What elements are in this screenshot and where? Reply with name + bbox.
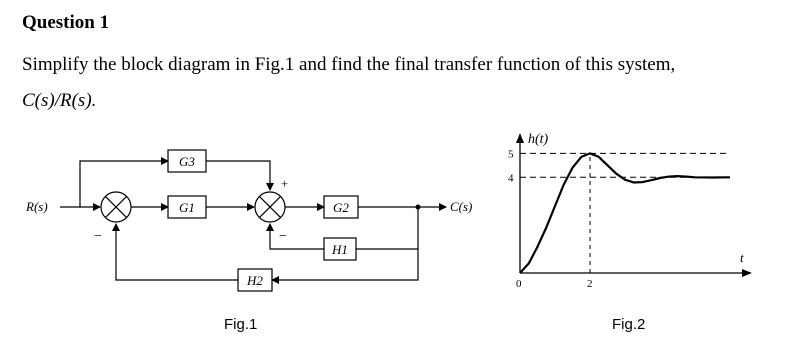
x-tick-label-2: 2 bbox=[587, 278, 593, 290]
j1-minus-sign: − bbox=[94, 229, 102, 244]
block-h1-label: H1 bbox=[332, 242, 348, 257]
question-text bbox=[22, 47, 792, 119]
j2-plus-sign: + bbox=[281, 176, 289, 191]
y-tick-label-5: 5 bbox=[508, 148, 514, 161]
series-line bbox=[520, 153, 730, 273]
y-tick-label-4: 4 bbox=[508, 172, 514, 185]
x-tick-label-0: 0 bbox=[516, 278, 522, 290]
j2-minus-sign: − bbox=[279, 229, 287, 244]
fig2-caption: Fig.2 bbox=[612, 316, 646, 333]
takeoff-point bbox=[416, 205, 421, 210]
input-label: R(s) bbox=[26, 199, 48, 214]
x-axis-arrow-icon bbox=[742, 269, 752, 277]
question-text-line2: C(s)/R(s). bbox=[22, 90, 97, 111]
block-g2-label: G2 bbox=[333, 200, 349, 215]
y-axis-arrow-icon bbox=[516, 133, 524, 143]
h2-feedback-line bbox=[116, 224, 238, 280]
block-h2-label: H2 bbox=[247, 273, 263, 288]
question-title: Question 1 bbox=[22, 12, 110, 33]
block-g1-label: G1 bbox=[179, 200, 195, 215]
step-response-fig2 bbox=[490, 125, 760, 295]
x-axis-label: t bbox=[740, 250, 744, 265]
question-text-line1: Simplify the block diagram in Fig.1 and find the final transfer function of this system, bbox=[22, 54, 676, 75]
block-g3-label: G3 bbox=[179, 154, 195, 169]
output-label: C(s) bbox=[450, 199, 473, 214]
fig1-caption: Fig.1 bbox=[224, 316, 258, 333]
y-axis-label: h(t) bbox=[528, 132, 549, 147]
